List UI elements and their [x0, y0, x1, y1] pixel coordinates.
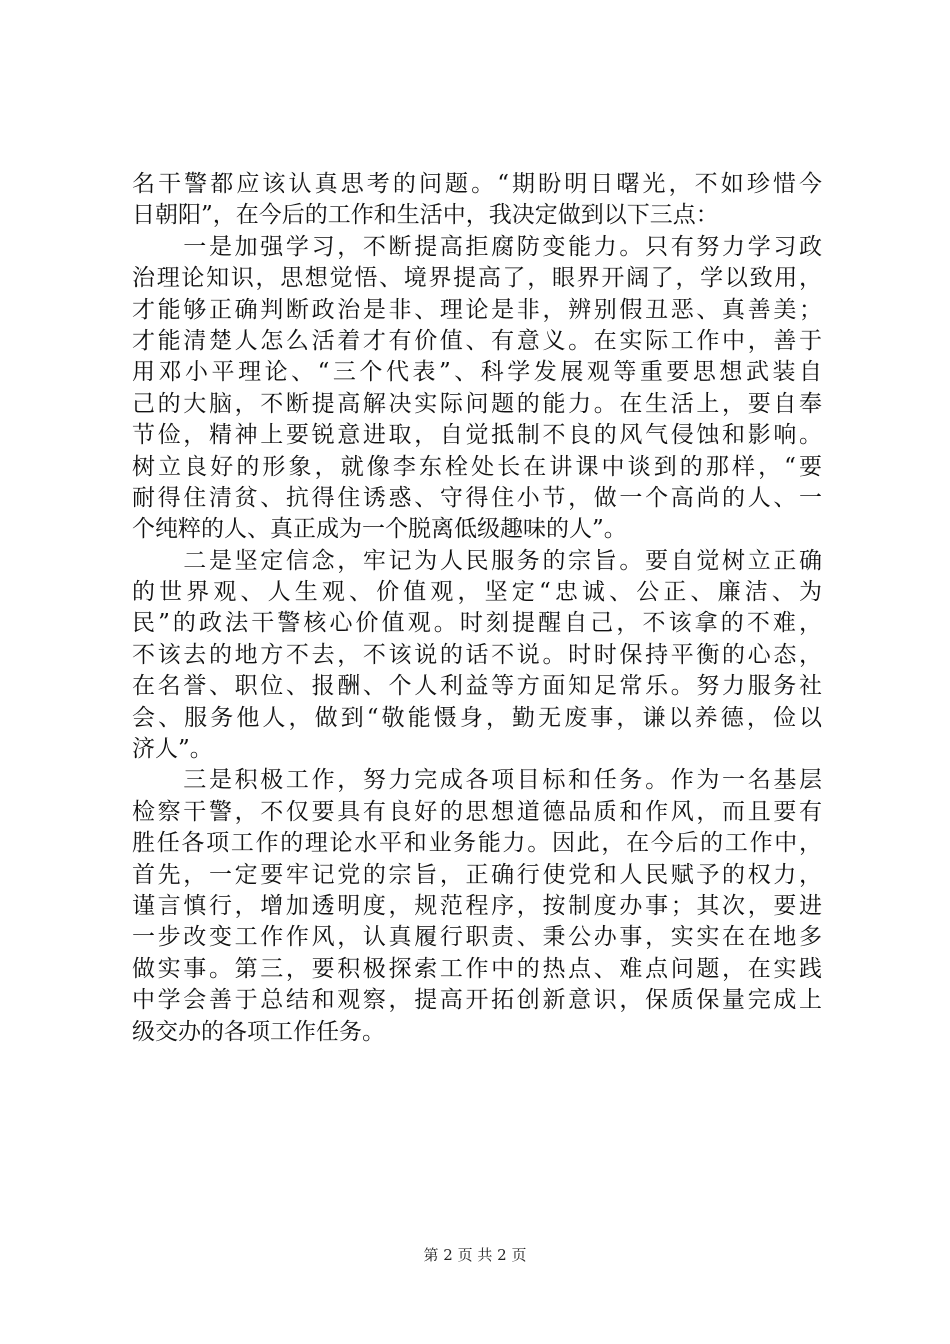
- text-line: 耐得住清贫、抗得住诱惑、守得住小节，做一个高尚的人、一: [132, 484, 822, 511]
- text-line: 的世界观、人生观、价值观，坚定“忠诚、公正、廉洁、为: [132, 579, 822, 606]
- text-line: 用邓小平理论、“三个代表”、科学发展观等重要思想武装自: [132, 359, 822, 386]
- text-line: 一步改变工作作风，认真履行职责、秉公办事，实实在在地多: [132, 924, 822, 951]
- text-line: 中学会善于总结和观察，提高开拓创新意识，保质保量完成上: [132, 987, 822, 1014]
- text-line: 名干警都应该认真思考的问题。“期盼明日曙光，不如珍惜今: [132, 171, 822, 197]
- text-line: 才能清楚人怎么活着才有价值、有意义。在实际工作中，善于: [132, 327, 822, 354]
- text-line: 日朝阳”，在今后的工作和生活中，我决定做到以下三点：: [132, 202, 719, 229]
- text-line: 二是坚定信念，牢记为人民服务的宗旨。要自觉树立正确: [132, 547, 822, 574]
- text-line: 检察干警，不仅要具有良好的思想道德品质和作风，而且要有: [132, 798, 822, 825]
- text-line: 一是加强学习，不断提高拒腐防变能力。只有努力学习政: [132, 233, 822, 260]
- text-line: 才能够正确判断政治是非、理论是非，辨别假丑恶、真善美；: [132, 296, 822, 323]
- text-line: 树立良好的形象，就像李东栓处长在讲课中谈到的那样，“要: [132, 453, 822, 480]
- text-line: 胜任各项工作的理论水平和业务能力。因此，在今后的工作中，: [132, 830, 822, 857]
- text-line: 首先，一定要牢记党的宗旨，正确行使党和人民赋予的权力，: [132, 861, 822, 888]
- text-line: 民”的政法干警核心价值观。时刻提醒自己，不该拿的不难，: [132, 610, 822, 637]
- text-line: 己的大脑，不断提高解决实际问题的能力。在生活上，要自奉: [132, 390, 822, 417]
- page-number-footer: 第 2 页 共 2 页: [423, 1246, 527, 1264]
- text-line: 不该去的地方不去，不该说的话不说。时时保持平衡的心态，: [132, 641, 822, 668]
- text-line: 做实事。第三，要积极探索工作中的热点、难点问题，在实践: [132, 955, 822, 982]
- text-line: 谨言慎行，增加透明度，规范程序，按制度办事；其次，要进: [132, 892, 822, 919]
- text-line: 个纯粹的人、真正成为一个脱离低级趣味的人”。: [132, 516, 627, 543]
- text-line: 济人”。: [132, 736, 213, 763]
- text-line: 在名誉、职位、报酬、个人利益等方面知足常乐。努力服务社: [132, 673, 822, 700]
- document-body: [132, 169, 822, 1048]
- text-line: 三是积极工作，努力完成各项目标和任务。作为一名基层: [132, 767, 822, 794]
- text-line: 节俭，精神上要锐意进取，自觉抵制不良的风气侵蚀和影响。: [132, 422, 822, 449]
- text-line: 会、服务他人，做到“敬能慑身，勤无废事，谦以养德，俭以: [132, 704, 822, 731]
- text-line: 治理论知识，思想觉悟、境界提高了，眼界开阔了，学以致用，: [132, 265, 822, 292]
- text-line: 级交办的各项工作任务。: [132, 1018, 385, 1045]
